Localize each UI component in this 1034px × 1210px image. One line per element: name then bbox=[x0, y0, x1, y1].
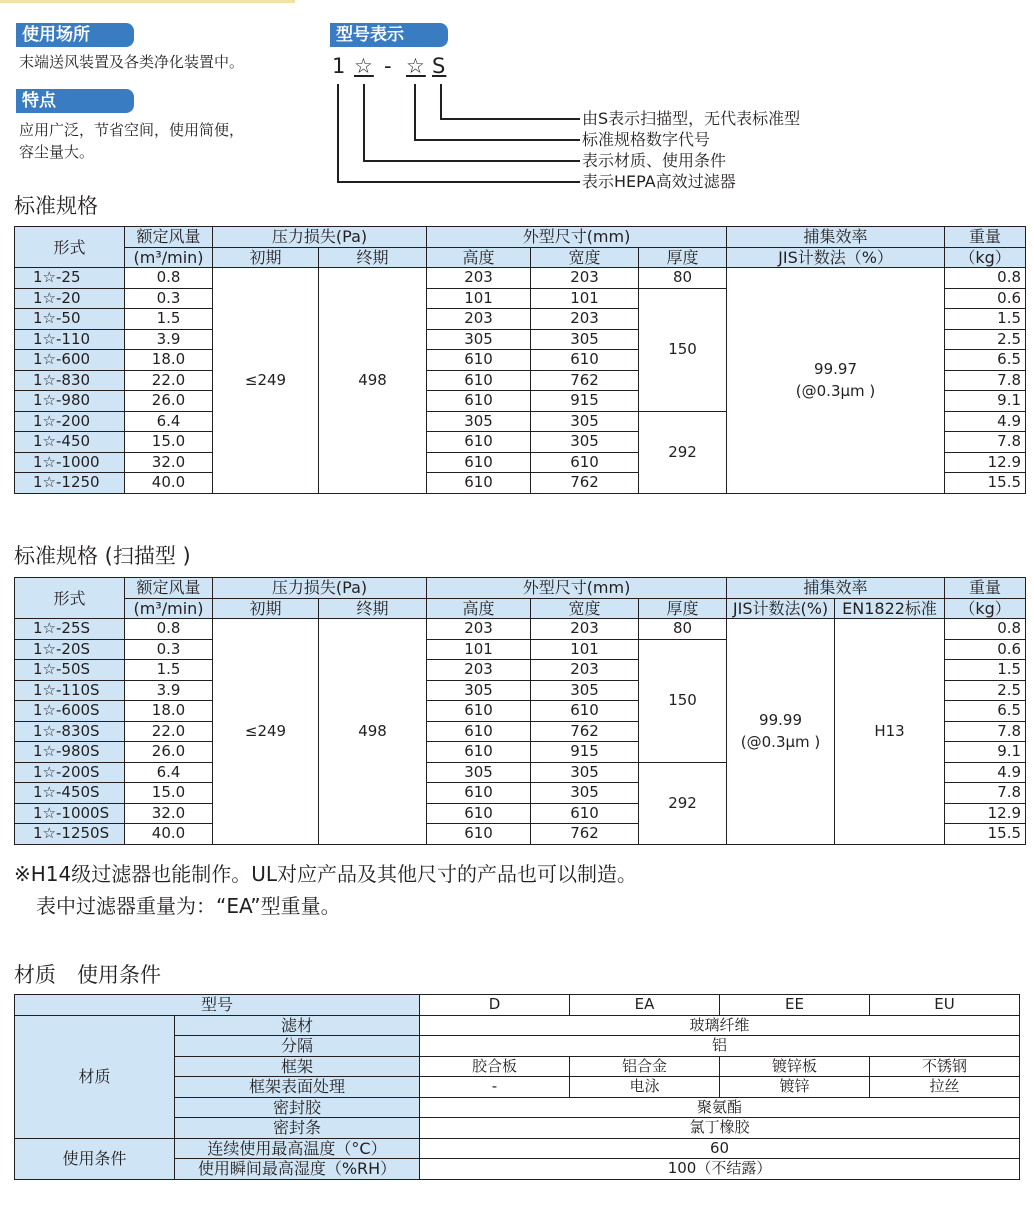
cell-height: 305 bbox=[427, 329, 531, 350]
cell-weight: 7.8 bbox=[945, 370, 1026, 391]
cell-width: 305 bbox=[531, 432, 639, 453]
cell-airflow: 26.0 bbox=[125, 742, 213, 763]
label-sealant: 密封胶 bbox=[175, 1097, 420, 1118]
cell-width: 762 bbox=[531, 721, 639, 742]
model-d: D bbox=[420, 995, 570, 1016]
cell-height: 101 bbox=[427, 288, 531, 309]
cell-height: 610 bbox=[427, 824, 531, 845]
cell-weight: 0.6 bbox=[945, 288, 1026, 309]
col-airflow: 额定风量 bbox=[125, 578, 213, 599]
col-airflow-unit: (m³/min) bbox=[125, 598, 213, 619]
label-filter: 滤材 bbox=[175, 1015, 420, 1036]
cell-weight: 1.5 bbox=[945, 309, 1026, 330]
cell-form: 1☆-600 bbox=[15, 350, 125, 371]
cell-height: 610 bbox=[427, 701, 531, 722]
cell-final-pressure: 498 bbox=[319, 268, 427, 494]
value-surface-eu: 拉丝 bbox=[870, 1077, 1020, 1098]
cell-height: 610 bbox=[427, 721, 531, 742]
cell-width: 305 bbox=[531, 762, 639, 783]
cell-width: 305 bbox=[531, 329, 639, 350]
cell-airflow: 18.0 bbox=[125, 701, 213, 722]
cell-height: 610 bbox=[427, 473, 531, 494]
cell-airflow: 40.0 bbox=[125, 824, 213, 845]
col-pressure: 压力损失(Pa) bbox=[213, 578, 427, 599]
cell-weight: 1.5 bbox=[945, 660, 1026, 681]
cell-airflow: 32.0 bbox=[125, 452, 213, 473]
cell-height: 203 bbox=[427, 660, 531, 681]
cell-width: 203 bbox=[531, 660, 639, 681]
table-row bbox=[15, 1015, 1020, 1036]
table1-title: 标准规格 bbox=[14, 194, 98, 218]
col-final: 终期 bbox=[319, 598, 427, 619]
col-initial: 初期 bbox=[213, 598, 319, 619]
model-ea: EA bbox=[570, 995, 720, 1016]
cell-height: 610 bbox=[427, 803, 531, 824]
legend-material: 表示材质、使用条件 bbox=[582, 151, 727, 170]
label-gasket: 密封条 bbox=[175, 1118, 420, 1139]
value-humidity: 100（不结露） bbox=[420, 1159, 1020, 1180]
cell-width: 915 bbox=[531, 742, 639, 763]
cell-width: 762 bbox=[531, 824, 639, 845]
value-frame-d: 胶合板 bbox=[420, 1056, 570, 1077]
cell-height: 305 bbox=[427, 762, 531, 783]
col-jis: JIS计数法(%) bbox=[727, 598, 835, 619]
cell-airflow: 15.0 bbox=[125, 432, 213, 453]
cell-width: 305 bbox=[531, 783, 639, 804]
value-frame-ee: 镀锌板 bbox=[720, 1056, 870, 1077]
cell-height: 610 bbox=[427, 370, 531, 391]
efficiency-note: (@0.3μm ) bbox=[740, 733, 821, 752]
cell-airflow: 26.0 bbox=[125, 391, 213, 412]
cell-airflow: 6.4 bbox=[125, 411, 213, 432]
label-separator: 分隔 bbox=[175, 1036, 420, 1057]
value-frame-ea: 铝合金 bbox=[570, 1056, 720, 1077]
col-dimensions: 外型尺寸(mm) bbox=[427, 578, 727, 599]
cell-width: 762 bbox=[531, 473, 639, 494]
value-surface-d: - bbox=[420, 1077, 570, 1098]
table-row bbox=[15, 1138, 1020, 1159]
cell-form: 1☆-110 bbox=[15, 329, 125, 350]
cell-height: 203 bbox=[427, 309, 531, 330]
usage-text: 末端送风装置及各类净化装置中。 bbox=[19, 53, 245, 71]
col-jis: JIS计数法（%） bbox=[727, 247, 945, 268]
col-efficiency: 捕集效率 bbox=[727, 227, 945, 248]
connector-line bbox=[337, 84, 339, 182]
cell-weight: 7.8 bbox=[945, 783, 1026, 804]
materials-table bbox=[14, 994, 1020, 1180]
cell-weight: 2.5 bbox=[945, 680, 1026, 701]
cell-width: 101 bbox=[531, 639, 639, 660]
cell-form: 1☆-980 bbox=[15, 391, 125, 412]
cell-airflow: 3.9 bbox=[125, 680, 213, 701]
col-efficiency: 捕集效率 bbox=[727, 578, 945, 599]
features-line-1: 应用广泛，节省空间，使用简便， bbox=[19, 121, 245, 139]
cell-weight: 12.9 bbox=[945, 452, 1026, 473]
cell-form: 1☆-600S bbox=[15, 701, 125, 722]
cell-form: 1☆-1000S bbox=[15, 803, 125, 824]
header-model: 型号 bbox=[15, 995, 420, 1016]
cell-form: 1☆-1250 bbox=[15, 473, 125, 494]
cell-weight: 7.8 bbox=[945, 432, 1026, 453]
cell-form: 1☆-25S bbox=[15, 619, 125, 640]
cell-width: 610 bbox=[531, 350, 639, 371]
cell-airflow: 0.8 bbox=[125, 268, 213, 289]
table2-title: 标准规格 (扫描型 ) bbox=[14, 544, 191, 568]
cell-width: 203 bbox=[531, 619, 639, 640]
col-form: 形式 bbox=[15, 578, 125, 619]
value-separator: 铝 bbox=[420, 1036, 1020, 1057]
cell-form: 1☆-50S bbox=[15, 660, 125, 681]
legend-spec-code: 标准规格数字代号 bbox=[582, 130, 711, 149]
col-height: 高度 bbox=[427, 247, 531, 268]
col-weight-unit: （kg） bbox=[945, 247, 1026, 268]
cell-height: 610 bbox=[427, 350, 531, 371]
connector-line bbox=[440, 118, 580, 120]
cell-airflow: 0.3 bbox=[125, 288, 213, 309]
table-row bbox=[15, 619, 1026, 640]
efficiency-value: 99.97 bbox=[814, 360, 857, 379]
model-code bbox=[330, 54, 460, 82]
cell-width: 305 bbox=[531, 680, 639, 701]
cell-weight: 4.9 bbox=[945, 762, 1026, 783]
cell-height: 101 bbox=[427, 639, 531, 660]
features-line-2: 容尘量大。 bbox=[19, 143, 95, 161]
cell-weight: 6.5 bbox=[945, 701, 1026, 722]
usage-badge: 使用场所 bbox=[16, 23, 134, 47]
spec-table-standard bbox=[14, 226, 1026, 494]
cell-height: 610 bbox=[427, 742, 531, 763]
col-weight: 重量 bbox=[945, 578, 1026, 599]
cell-weight: 9.1 bbox=[945, 391, 1026, 412]
connector-line bbox=[363, 84, 365, 161]
note-weight: 表中过滤器重量为：“EA”型重量。 bbox=[36, 894, 341, 918]
cell-form: 1☆-830 bbox=[15, 370, 125, 391]
cell-weight: 2.5 bbox=[945, 329, 1026, 350]
col-width: 宽度 bbox=[531, 247, 639, 268]
cell-airflow: 3.9 bbox=[125, 329, 213, 350]
cell-depth: 80 bbox=[639, 619, 727, 640]
col-width: 宽度 bbox=[531, 598, 639, 619]
connector-line bbox=[337, 181, 580, 183]
cell-form: 1☆-450 bbox=[15, 432, 125, 453]
cell-airflow: 0.8 bbox=[125, 619, 213, 640]
features-badge: 特点 bbox=[16, 89, 134, 113]
cell-efficiency bbox=[727, 619, 835, 845]
cell-airflow: 15.0 bbox=[125, 783, 213, 804]
value-sealant: 聚氨酯 bbox=[420, 1097, 1020, 1118]
model-ee: EE bbox=[720, 995, 870, 1016]
cell-weight: 0.6 bbox=[945, 639, 1026, 660]
cell-form: 1☆-110S bbox=[15, 680, 125, 701]
efficiency-note: (@0.3μm ) bbox=[795, 382, 876, 401]
cell-efficiency bbox=[727, 268, 945, 494]
model-code-part: ☆ bbox=[354, 54, 374, 78]
col-airflow: 额定风量 bbox=[125, 227, 213, 248]
cell-form: 1☆-980S bbox=[15, 742, 125, 763]
cell-form: 1☆-1250S bbox=[15, 824, 125, 845]
cell-width: 610 bbox=[531, 452, 639, 473]
value-temperature: 60 bbox=[420, 1138, 1020, 1159]
cell-height: 305 bbox=[427, 411, 531, 432]
cell-airflow: 1.5 bbox=[125, 309, 213, 330]
cell-height: 610 bbox=[427, 432, 531, 453]
cell-final-pressure: 498 bbox=[319, 619, 427, 845]
col-initial: 初期 bbox=[213, 247, 319, 268]
cell-airflow: 40.0 bbox=[125, 473, 213, 494]
cell-airflow: 32.0 bbox=[125, 803, 213, 824]
col-dimensions: 外型尺寸(mm) bbox=[427, 227, 727, 248]
cell-form: 1☆-200S bbox=[15, 762, 125, 783]
cell-airflow: 6.4 bbox=[125, 762, 213, 783]
cell-form: 1☆-200 bbox=[15, 411, 125, 432]
cell-weight: 0.8 bbox=[945, 268, 1026, 289]
model-badge: 型号表示 bbox=[330, 23, 448, 47]
col-en1822: EN1822标准 bbox=[835, 598, 945, 619]
cell-initial-pressure: ≤249 bbox=[213, 268, 319, 494]
model-code-part: ☆ bbox=[406, 54, 426, 78]
cell-weight: 0.8 bbox=[945, 619, 1026, 640]
cell-form: 1☆-830S bbox=[15, 721, 125, 742]
col-depth: 厚度 bbox=[639, 598, 727, 619]
model-code-part: S bbox=[432, 54, 447, 78]
table-row bbox=[15, 268, 1026, 289]
cell-airflow: 22.0 bbox=[125, 721, 213, 742]
cell-weight: 12.9 bbox=[945, 803, 1026, 824]
cell-width: 203 bbox=[531, 268, 639, 289]
value-frame-eu: 不锈钢 bbox=[870, 1056, 1020, 1077]
cell-weight: 15.5 bbox=[945, 824, 1026, 845]
model-eu: EU bbox=[870, 995, 1020, 1016]
cell-depth: 150 bbox=[639, 639, 727, 762]
model-code-part: 1 bbox=[332, 54, 347, 78]
cell-width: 610 bbox=[531, 701, 639, 722]
col-height: 高度 bbox=[427, 598, 531, 619]
cell-airflow: 22.0 bbox=[125, 370, 213, 391]
connector-line bbox=[440, 84, 442, 119]
cell-height: 203 bbox=[427, 268, 531, 289]
cell-height: 305 bbox=[427, 680, 531, 701]
cell-height: 610 bbox=[427, 391, 531, 412]
note-h14: ※H14级过滤器也能制作。UL对应产品及其他尺寸的产品也可以制造。 bbox=[14, 862, 638, 886]
cell-weight: 15.5 bbox=[945, 473, 1026, 494]
cell-airflow: 1.5 bbox=[125, 660, 213, 681]
col-final: 终期 bbox=[319, 247, 427, 268]
model-code-part: - bbox=[384, 54, 393, 78]
cell-width: 610 bbox=[531, 803, 639, 824]
col-depth: 厚度 bbox=[639, 247, 727, 268]
cell-initial-pressure: ≤249 bbox=[213, 619, 319, 845]
cell-weight: 4.9 bbox=[945, 411, 1026, 432]
cell-width: 915 bbox=[531, 391, 639, 412]
cell-form: 1☆-20 bbox=[15, 288, 125, 309]
cell-height: 610 bbox=[427, 783, 531, 804]
cell-weight: 6.5 bbox=[945, 350, 1026, 371]
connector-line bbox=[414, 84, 416, 140]
legend-hepa: 表示HEPA高效过滤器 bbox=[582, 172, 736, 191]
cell-form: 1☆-25 bbox=[15, 268, 125, 289]
cell-width: 203 bbox=[531, 309, 639, 330]
efficiency-value: 99.99 bbox=[759, 711, 802, 730]
cell-depth: 150 bbox=[639, 288, 727, 411]
cell-form: 1☆-450S bbox=[15, 783, 125, 804]
col-form: 形式 bbox=[15, 227, 125, 268]
legend-scan-type: 由S表示扫描型，无代表标准型 bbox=[582, 109, 801, 128]
cell-depth: 80 bbox=[639, 268, 727, 289]
cell-width: 101 bbox=[531, 288, 639, 309]
top-accent-line bbox=[0, 0, 295, 3]
cell-en1822: H13 bbox=[835, 619, 945, 845]
cell-height: 610 bbox=[427, 452, 531, 473]
cell-weight: 9.1 bbox=[945, 742, 1026, 763]
connector-line bbox=[414, 139, 580, 141]
cell-depth: 292 bbox=[639, 411, 727, 493]
cell-height: 203 bbox=[427, 619, 531, 640]
col-airflow-unit: (m³/min) bbox=[125, 247, 213, 268]
cell-width: 305 bbox=[531, 411, 639, 432]
value-surface-ea: 电泳 bbox=[570, 1077, 720, 1098]
cell-airflow: 0.3 bbox=[125, 639, 213, 660]
group-conditions: 使用条件 bbox=[15, 1138, 175, 1179]
label-frame: 框架 bbox=[175, 1056, 420, 1077]
cell-depth: 292 bbox=[639, 762, 727, 844]
label-surface: 框架表面处理 bbox=[175, 1077, 420, 1098]
connector-line bbox=[363, 160, 580, 162]
cell-airflow: 18.0 bbox=[125, 350, 213, 371]
value-surface-ee: 镀锌 bbox=[720, 1077, 870, 1098]
label-humidity: 使用瞬间最高湿度（%RH） bbox=[175, 1159, 420, 1180]
cell-form: 1☆-1000 bbox=[15, 452, 125, 473]
label-temperature: 连续使用最高温度（°C） bbox=[175, 1138, 420, 1159]
cell-weight: 7.8 bbox=[945, 721, 1026, 742]
value-gasket: 氯丁橡胶 bbox=[420, 1118, 1020, 1139]
materials-title: 材质 使用条件 bbox=[14, 963, 161, 987]
value-filter: 玻璃纤维 bbox=[420, 1015, 1020, 1036]
col-pressure: 压力损失(Pa) bbox=[213, 227, 427, 248]
spec-table-scan bbox=[14, 577, 1026, 845]
group-material: 材质 bbox=[15, 1015, 175, 1138]
col-weight: 重量 bbox=[945, 227, 1026, 248]
cell-form: 1☆-20S bbox=[15, 639, 125, 660]
col-weight-unit: （kg） bbox=[945, 598, 1026, 619]
cell-width: 762 bbox=[531, 370, 639, 391]
cell-form: 1☆-50 bbox=[15, 309, 125, 330]
